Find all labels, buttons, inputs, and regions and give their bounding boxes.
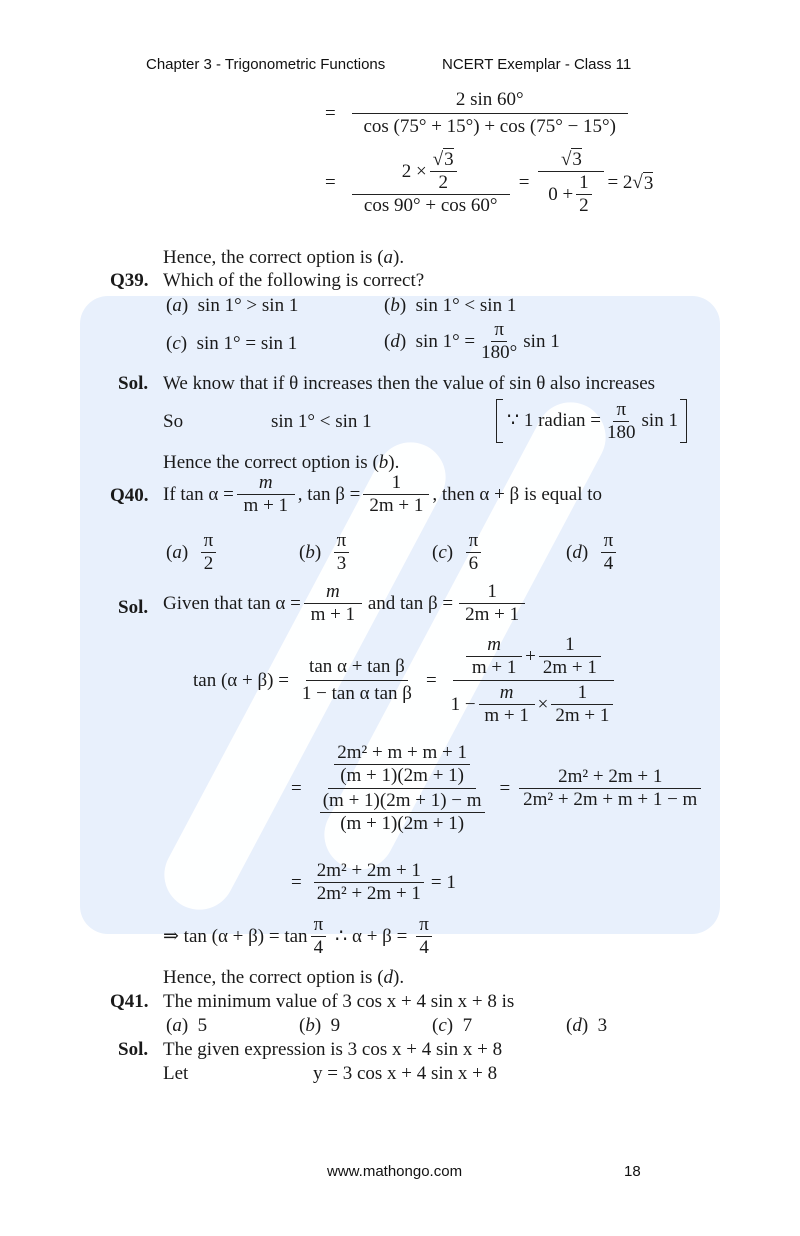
- chapter-title: Chapter 3 - Trigonometric Functions: [146, 56, 386, 73]
- option-c: (c) 7: [432, 1015, 473, 1036]
- fraction: √3 0 + $\frac{1}{2}$: [538, 150, 604, 216]
- option-b: (b) sin 1° < sin 1: [384, 295, 517, 316]
- conclusion-text: Hence, the correct option is (a).: [163, 247, 405, 268]
- conclusion-text: Hence, the correct option is (d).: [163, 967, 405, 988]
- option-a: (a) $\frac{\pi}{2}$: [166, 531, 219, 574]
- equation-line: = 2 × $\frac{√3}{2}$ cos 90° + cos 60° = √3 0 + $\frac{1}{2}$ = 2 √ 3: [325, 149, 654, 216]
- question-label: Q40.: [110, 485, 149, 506]
- equation-line: [325, 88, 631, 139]
- option-a: (a) 5: [166, 1015, 208, 1036]
- option-b: (b) 9: [299, 1015, 341, 1036]
- solution-text: The given expression is 3 cos x + 4 sin x + 8: [163, 1039, 503, 1060]
- question-label: Q41.: [110, 991, 149, 1012]
- solution-label: Sol.: [118, 373, 149, 394]
- inequality: sin 1° < sin 1: [271, 411, 372, 432]
- option-d: (d) sin 1° = $\frac{\pi}{180^\circ}$ sin 1: [384, 319, 560, 363]
- conclusion-text: Hence the correct option is (b).: [163, 452, 400, 473]
- option-c: (c) $\frac{\pi}{6}$: [432, 531, 484, 574]
- book-title: NCERT Exemplar - Class 11: [442, 56, 632, 73]
- solution-text: So: [163, 411, 184, 432]
- question-text: The minimum value of 3 cos x + 4 sin x + 8 is: [163, 991, 515, 1012]
- equation-step-1: tan (α + β) = $\frac{\text{tan α + tan β}}{\text{1 − tan α tan β}}$ = $\frac{m}{m + 1}$ + $\frac{1}{2m + 1}$ 1 − $\frac{m}{m + 1}$ × $\frac{1}{2m + 1}$: [193, 635, 622, 726]
- page-number: 18: [624, 1163, 641, 1180]
- solution-text: We know that if θ increases then the value of sin θ also increases: [163, 373, 656, 394]
- option-d: (d) 3: [566, 1015, 608, 1036]
- solution-label: Sol.: [118, 597, 149, 618]
- solution-label: Sol.: [118, 1039, 149, 1060]
- solution-text: Let: [163, 1063, 189, 1084]
- option-c: (c) sin 1° = sin 1: [166, 333, 298, 354]
- fraction: $\frac{2 \sin 60^\circ}{\cos (75^\circ + 15^\circ) + \cos (75^\circ - 15^\circ)}$: [352, 88, 628, 139]
- option-b: (b) $\frac{\pi}{3}$: [299, 531, 352, 574]
- question-label: Q39.: [110, 270, 149, 291]
- equation-step-2: = $\frac{\frac{\text{2m² + m + m + 1}}{(m + 1)(2m + 1)}}{\frac{(m + 1)(2m + 1) - m}{(m + 1)(2m + 1)}}$ = $\frac{\text{2m² + 2m + 1}}{\text{2m² + 2m + m + 1 − m}}$: [291, 743, 704, 834]
- option-d: (d) $\frac{\pi}{4}$: [566, 531, 619, 574]
- solution-given: Given that tan α = $\frac{m}{m + 1}$ and tan β = $\frac{1}{2m + 1}$: [163, 582, 528, 625]
- option-a: (a) sin 1° > sin 1: [166, 295, 299, 316]
- equation: y = 3 cos x + 4 sin x + 8: [313, 1063, 498, 1084]
- equation-step-3: = $\frac{\text{2m² + 2m + 1}}{\text{2m² + 2m + 1}}$ = 1: [291, 860, 456, 904]
- website-link[interactable]: www.mathongo.com: [327, 1163, 463, 1180]
- fraction: 2 × $\frac{√3}{2}$ cos 90° + cos 60°: [352, 150, 510, 216]
- question-text: If tan α = $\frac{m}{m + 1}$ , tan β = $\frac{1}{2m + 1}$ , then α + β is equal to: [163, 472, 603, 516]
- equals-sign: =: [325, 102, 336, 124]
- equation-step-4: ⇒ tan (α + β) = tan $\frac{\pi}{4}$ ∴ α + β = $\frac{\pi}{4}$: [163, 915, 435, 958]
- question-text: Which of the following is correct?: [163, 270, 425, 291]
- because-bracket: ∵ 1 radian = $\frac{\pi}{180}$ sin 1: [496, 399, 687, 443]
